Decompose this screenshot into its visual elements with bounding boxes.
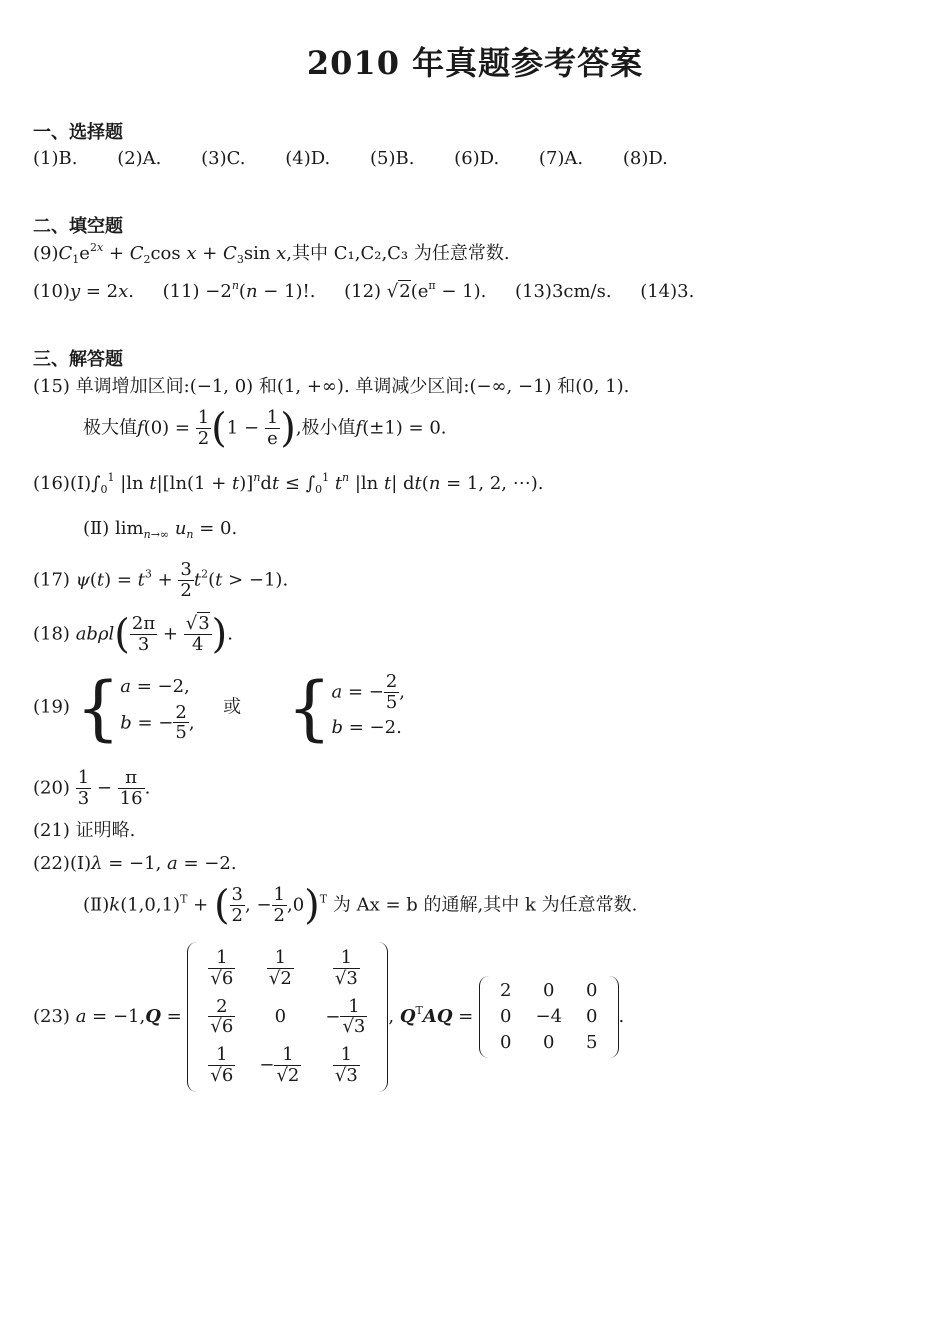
answer-4: (4)D. xyxy=(285,148,331,169)
matrix-q: $\frac{1}{√6}$ $\frac{1}{√2}$ $\frac{1}{√3}$ $\frac{2}{√6}$ 0 − $\frac{1}{√3}$ $\frac{1}{√6}$ − $\frac{1}{√2}$ $\frac{1}{√3}$ xyxy=(187,942,388,1092)
matrix-diagonal: 2 0 0 0 −4 0 0 0 5 xyxy=(479,976,618,1058)
answer-22-part1: (22)(Ⅰ)λ = −1, a = −2. xyxy=(33,853,237,874)
answer-7: (7)A. xyxy=(538,148,584,169)
answer-16-part1: $(16)(Ⅰ)\int_0^1$ |ln $t|[\ln(1 + t)]^ndt \le \int_0^1$ $t^n$ |ln t| dt(n = 1, 2, ⋯). xyxy=(33,471,544,496)
answer-23: (23) a = −1,Q = $\frac{1}{√6}$ $\frac{1}{√2}$ $\frac{1}{√3}$ $\frac{2}{√6}$ 0 − $\frac{1}{√3}$ $\frac{1}{√6}$ − $\frac{1}{√2}$ $\frac{1}{√3}$ , $Q^TAQ$ = 2 0 0 0 −4 0 0 0 5 . xyxy=(33,942,624,1092)
answers-10-14: (10)y = 2x. $(11) -2^n(n - 1)$!. (12) $√2(e^\pi - 1)$. (13)3cm/s. (14)3. xyxy=(33,279,695,302)
answer-8: (8)D. xyxy=(622,148,668,169)
answer-21: (21) 证明略. xyxy=(33,820,136,841)
answer-19: (19) {a = −2, b = − $\frac{2}{5}$ , 或 {a = − $\frac{2}{5}$ , b = −2. xyxy=(33,666,406,749)
answer-18: (18) abρl( $\frac{2\pi}{3}$ + $\frac{√3}{4}$ ). xyxy=(33,611,233,658)
section-fill-heading: 二、填空题 xyxy=(33,216,123,237)
section-choice-heading: 一、选择题 xyxy=(33,122,123,143)
answer-6: (6)D. xyxy=(454,148,500,169)
section-solve-heading: 三、解答题 xyxy=(33,349,123,370)
answer-17: (17) $\psi(t) = t^3$ + $\frac{3}{2}$ $t^2(t > -1)$. xyxy=(33,559,289,601)
answer-5: (5)B. xyxy=(369,148,415,169)
answer-20: (20) $\frac{1}{3}$ − $\frac{\pi}{16}$ . xyxy=(33,767,151,809)
answer-16-part2: (Ⅱ) $\lim_{n\to\infty} u_n = 0$. xyxy=(83,518,238,541)
answer-15-extrema: 极大值f(0) = $\frac{1}{2}$ (1 − $\frac{1}{e}$ ),极小值f(±1) = 0. xyxy=(83,405,447,452)
choice-answers xyxy=(33,150,702,168)
page-title: 2010 年真题参考答案 xyxy=(306,44,644,82)
answer-1: (1)B. xyxy=(33,148,78,169)
answer-22-part2: $(Ⅱ)k(1,0,1)^T$ + ( $\frac{3}{2}$ , − $\frac{1}{2}$ ,0)$^T$ 为 Ax = b 的通解,其中 k 为任意常数. xyxy=(83,882,638,929)
answer-15-intervals: (15) 单调增加区间:(−1, 0) 和(1, +∞). 单调减少区间:(−∞, −1) 和(0, 1). xyxy=(33,376,630,397)
answer-9: $(9)C_1e^{2x} + C_2\cos$ $x + C_3\sin$ x,其中 C₁,C₂,C₃ 为任意常数. xyxy=(33,241,510,266)
answer-3: (3)C. xyxy=(201,148,246,169)
answer-2: (2)A. xyxy=(117,148,162,169)
